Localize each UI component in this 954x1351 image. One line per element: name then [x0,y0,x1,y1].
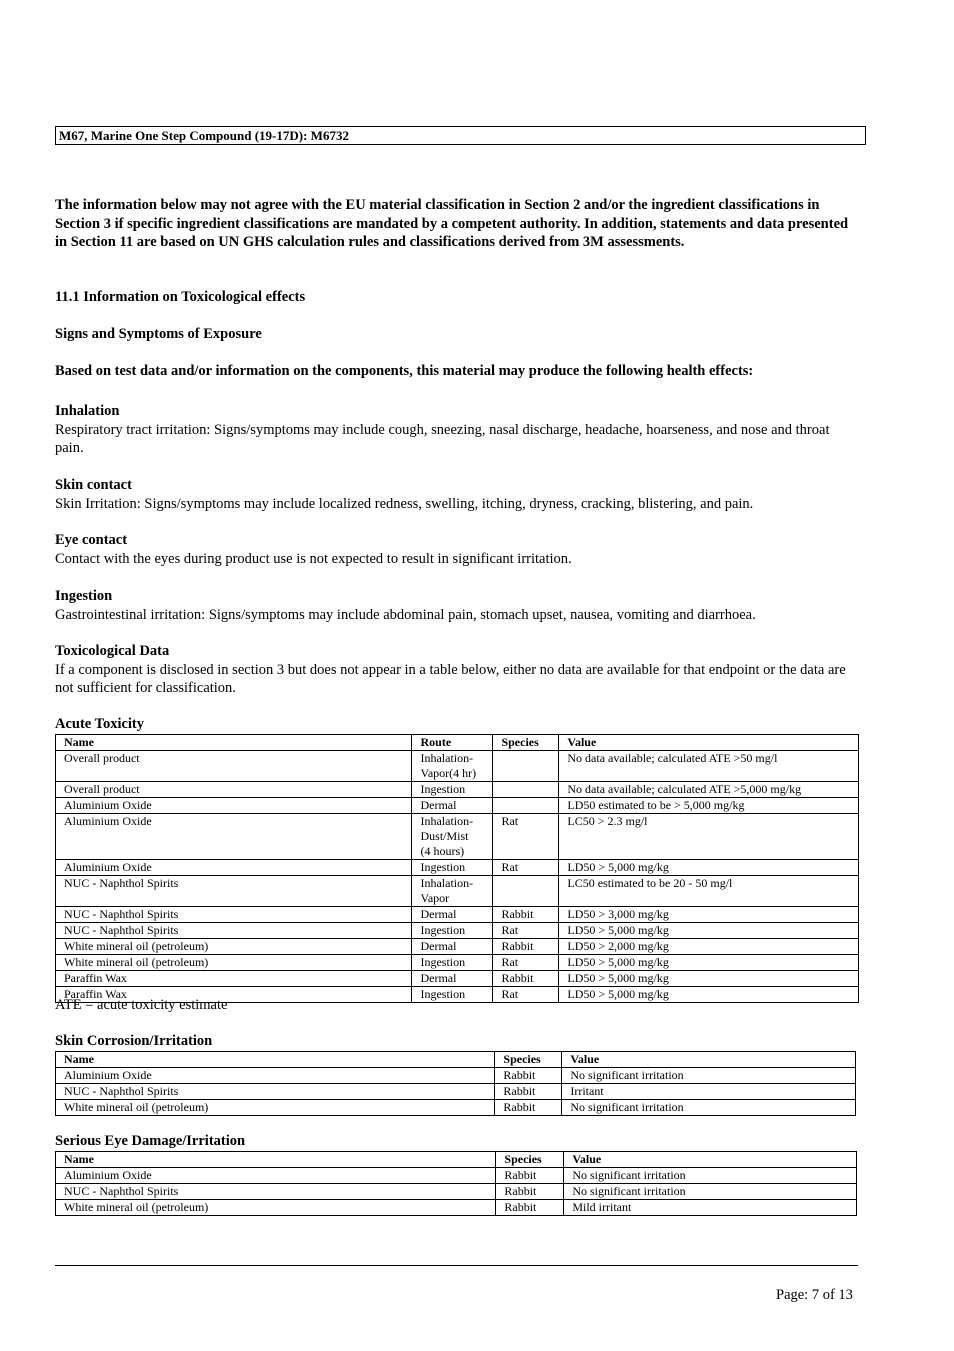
ingestion-heading: Ingestion [55,588,113,604]
table-cell: NUC - Naphthol Spirits [56,923,412,939]
table-row [56,876,859,907]
table-cell: Aluminium Oxide [56,860,412,876]
table-cell: White mineral oil (petroleum) [56,955,412,971]
table-row [56,1184,857,1200]
table-cell: Paraffin Wax [56,987,412,1003]
table-row [56,939,859,955]
table-cell: No significant irritation [564,1184,857,1200]
based-on-statement: Based on test data and/or information on the components, this material may produce the following health effects: [55,363,754,379]
table-cell: Rabbit [496,1200,564,1216]
inhalation-text: Respiratory tract irritation: Signs/symptoms may include cough, sneezing, nasal discharge, headache, hoarseness, and nose and throat pain. [55,421,830,456]
table-row [56,782,859,798]
col-header-route: Route [412,735,493,751]
table-cell: LD50 > 3,000 mg/kg [559,907,859,923]
table-cell: Overall product [56,782,412,798]
table-cell: Dermal [412,907,493,923]
table-cell: NUC - Naphthol Spirits [56,1184,496,1200]
table-cell: Mild irritant [564,1200,857,1216]
table-row [56,1168,857,1184]
col-header-name: Name [56,1152,496,1168]
table-cell: Ingestion [412,923,493,939]
table-cell: Rat [493,860,559,876]
table-cell: Dermal [412,798,493,814]
ingestion-text: Gastrointestinal irritation: Signs/symptoms may include abdominal pain, stomach upset, nausea, vomiting and diarrhoea. [55,606,756,623]
table-row [56,955,859,971]
table-cell: Rat [493,923,559,939]
table-cell: No significant irritation [564,1168,857,1184]
table-cell: Rat [493,814,559,860]
table-cell: NUC - Naphthol Spirits [56,876,412,907]
acute-toxicity-table [55,734,859,1003]
inhalation-heading: Inhalation [55,403,120,419]
col-header-name: Name [56,1052,495,1068]
table-cell: Ingestion [412,860,493,876]
table-cell: White mineral oil (petroleum) [56,1100,495,1116]
table-cell: Aluminium Oxide [56,1068,495,1084]
table-cell: LD50 > 5,000 mg/kg [559,923,859,939]
table-cell [493,876,559,907]
table-cell: Paraffin Wax [56,971,412,987]
tox-data-section [55,642,860,698]
table-cell: White mineral oil (petroleum) [56,939,412,955]
eye-damage-title: Serious Eye Damage/Irritation [55,1133,246,1149]
table-cell: LC50 > 2.3 mg/l [559,814,859,860]
skin-corrosion-title: Skin Corrosion/Irritation [55,1033,213,1049]
skin-section [55,476,860,513]
tox-data-text: If a component is disclosed in section 3 but does not appear in a table below, either no data are available for that endpoint or the data are not sufficient for classification. [55,661,846,696]
document-header: M67, Marine One Step Compound (19-17D): M6732 [55,126,866,145]
table-cell: Ingestion [412,782,493,798]
table-cell: LD50 > 5,000 mg/kg [559,971,859,987]
table-cell: Rat [493,955,559,971]
table-cell: NUC - Naphthol Spirits [56,907,412,923]
table-cell [493,751,559,782]
acute-toxicity-title: Acute Toxicity [55,716,145,732]
table-cell: Aluminium Oxide [56,814,412,860]
page-number: Page: 7 of 13 [776,1287,853,1303]
table-row [56,1100,856,1116]
signs-heading: Signs and Symptoms of Exposure [55,326,262,342]
skin-heading: Skin contact [55,477,132,493]
footer-rule [55,1265,858,1266]
ate-note: ATE = acute toxicity estimate [55,997,228,1013]
table-row [56,860,859,876]
tox-data-heading: Toxicological Data [55,643,170,659]
table-cell [493,782,559,798]
col-header-species: Species [493,735,559,751]
table-cell: White mineral oil (petroleum) [56,1200,496,1216]
table-cell: Inhalation- Vapor [412,876,493,907]
eye-text: Contact with the eyes during product use is not expected to result in significant irritation. [55,550,572,567]
col-header-species: Species [495,1052,562,1068]
table-cell: Rabbit [496,1184,564,1200]
table-cell: Rabbit [493,971,559,987]
table-row [56,814,859,860]
table-cell: No data available; calculated ATE >50 mg/l [559,751,859,782]
eye-heading: Eye contact [55,532,128,548]
col-header-name: Name [56,735,412,751]
table-cell: LC50 estimated to be 20 - 50 mg/l [559,876,859,907]
table-cell: LD50 > 2,000 mg/kg [559,939,859,955]
col-header-species: Species [496,1152,564,1168]
col-header-value: Value [564,1152,857,1168]
table-cell: Ingestion [412,955,493,971]
table-cell: Rabbit [493,939,559,955]
table-cell: Rabbit [495,1068,562,1084]
table-cell: Rabbit [495,1100,562,1116]
table-cell: Inhalation- Vapor(4 hr) [412,751,493,782]
skin-text: Skin Irritation: Signs/symptoms may include localized redness, swelling, itching, dryness, cracking, blistering, and pain. [55,495,754,512]
table-cell: No significant irritation [562,1100,856,1116]
table-cell: Dermal [412,939,493,955]
section-heading: 11.1 Information on Toxicological effects [55,289,306,305]
table-cell: No significant irritation [562,1068,856,1084]
col-header-value: Value [559,735,859,751]
table-row [56,1200,857,1216]
table-cell: Aluminium Oxide [56,1168,496,1184]
table-row [56,907,859,923]
table-cell: Aluminium Oxide [56,798,412,814]
table-cell: LD50 > 5,000 mg/kg [559,860,859,876]
table-cell: LD50 > 5,000 mg/kg [559,987,859,1003]
table-cell: NUC - Naphthol Spirits [56,1084,495,1100]
table-cell [493,798,559,814]
table-cell: Rat [493,987,559,1003]
table-cell: No data available; calculated ATE >5,000 mg/kg [559,782,859,798]
table-cell: Dermal [412,971,493,987]
skin-corrosion-table [55,1051,856,1116]
eye-section [55,531,860,568]
table-cell: Inhalation- Dust/Mist (4 hours) [412,814,493,860]
table-row [56,751,859,782]
table-row [56,971,859,987]
table-cell: Rabbit [495,1084,562,1100]
table-cell: Overall product [56,751,412,782]
intro-notice: The information below may not agree with the EU material classification in Section 2 and/or the ingredient classifications in Section 3 if specific ingredient classifications are mandated by a competent authority. In addition, statements and data presented in Section 11 are based on UN GHS calculation rules and classifications derived from 3M assessments. [55,197,849,250]
inhalation-section [55,402,860,458]
table-row [56,923,859,939]
table-cell: Rabbit [493,907,559,923]
ingestion-section [55,587,860,624]
col-header-value: Value [562,1052,856,1068]
table-cell: LD50 > 5,000 mg/kg [559,955,859,971]
table-row [56,1068,856,1084]
table-cell: Rabbit [496,1168,564,1184]
table-cell: LD50 estimated to be > 5,000 mg/kg [559,798,859,814]
table-row [56,798,859,814]
table-cell: Ingestion [412,987,493,1003]
eye-damage-table [55,1151,857,1216]
table-row [56,1084,856,1100]
table-cell: Irritant [562,1084,856,1100]
